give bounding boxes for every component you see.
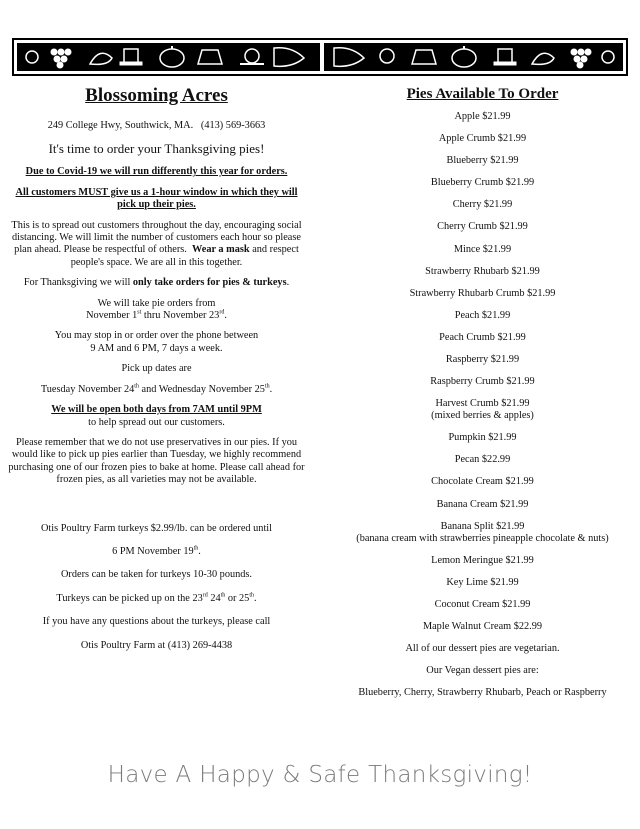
turkey-line-3: Orders can be taken for turkeys 10-30 pounds. <box>60 569 252 581</box>
open-hours: We will be open both days from 7AM until 9PM <box>51 404 262 416</box>
thru-day: thru November 23 <box>143 310 220 322</box>
turkey-line-4 <box>8 593 305 605</box>
intro-heading: It's time to order your Thanksgiving pies! <box>48 141 265 157</box>
pie-item: Blueberry $21.99 <box>446 155 519 167</box>
pie-item-banana-split <box>330 521 635 555</box>
pie-item: Key Lime $21.99 <box>446 576 519 588</box>
right-column <box>330 86 635 709</box>
end-punct: . <box>224 310 227 322</box>
policy-text-b: and respect people's space. We are all in this together. <box>70 244 299 268</box>
phone-line-2: 9 AM and 6 PM, 7 days a week. <box>90 342 223 354</box>
open-sub: to help spread out our customers. <box>88 416 225 428</box>
pie-item: Pumpkin $21.99 <box>448 432 517 444</box>
pie-item: Maple Walnut Cream $22.99 <box>422 620 543 632</box>
window-notice: All customers MUST give us a 1-hour window in which they will pick up their pies. <box>15 186 298 211</box>
pie-list-a <box>330 111 635 398</box>
turkey-line-2 <box>8 546 305 558</box>
pickup-end: . <box>269 383 273 395</box>
turkey-mid-1: 24 <box>207 592 221 604</box>
turkey-pickup-end: . <box>254 592 257 604</box>
split-note: (banana cream with strawberries pineapple chocolate & nuts) <box>356 532 609 544</box>
pie-item: Blueberry Crumb $21.99 <box>430 177 535 189</box>
pie-item: Peach Crumb $21.99 <box>439 331 526 343</box>
start-day: November 1 <box>86 310 138 322</box>
turkey-deadline-end: . <box>198 545 201 557</box>
pie-item: Mince $21.99 <box>453 243 512 255</box>
phone-line-1: You may stop in or order over the phone between <box>54 330 259 342</box>
pie-item: Strawberry Rhubarb $21.99 <box>425 265 540 277</box>
pie-list-c <box>330 555 635 643</box>
turkey-sup-1: rd <box>202 592 208 599</box>
turkey-line-5: If you have any questions about the turkeys, please call <box>42 616 271 628</box>
split-label: Banana Split $21.99 <box>440 520 525 532</box>
pie-item: Apple $21.99 <box>454 111 511 122</box>
pie-item-harvest <box>330 398 635 432</box>
pie-order-dates <box>8 298 305 323</box>
open-hours-block <box>8 404 305 429</box>
harvest-border-banner <box>12 38 628 76</box>
pie-item: Cherry $21.99 <box>452 199 513 211</box>
pickup-label: Pick up dates are <box>121 363 192 375</box>
orders-lead: For Thanksgiving we will <box>23 277 131 289</box>
pie-item: Lemon Meringue $21.99 <box>431 554 534 566</box>
harvest-note: (mixed berries & apples) <box>431 410 534 422</box>
left-column <box>8 86 305 660</box>
preservatives-paragraph: Please remember that we do not use preservatives in our pies. If you would like to pick up pies earlier than Tuesday, we highly recommend purchasing one of our frozen pies to bake at home. Please call ahead for frozen pies, as all varieties may not be available. <box>8 436 305 486</box>
pies-title: Pies Available To Order <box>406 86 559 102</box>
turkey-pickup-pre: Turkeys can be picked up on the 23 <box>56 592 203 604</box>
turkey-line-6: Otis Poultry Farm at (413) 269-4438 <box>80 639 233 651</box>
policy-text-a: This is to spread out customers throughout the day, encouraging social distancing. We will limit the number of customers each hour so please plan ahead. Please be respectful of others. <box>11 219 302 256</box>
vegan-label: Our Vegan dessert pies are: <box>426 665 539 677</box>
footer-message: Have A Happy & Safe Thanksgiving! <box>107 762 533 788</box>
covid-notice: Due to Covid-19 we will run differently this year for orders. <box>25 166 288 178</box>
pickup-dates <box>8 384 305 396</box>
pie-list-b <box>330 432 635 520</box>
phone-hours <box>8 330 305 355</box>
harvest-label: Harvest Crumb $21.99 <box>435 398 530 410</box>
pie-item: Cherry Crumb $21.99 <box>437 221 528 233</box>
address-text: 249 College Hwy, Southwick, MA. <box>47 120 194 131</box>
turkey-mid-2: or 25 <box>225 592 250 604</box>
orders-bold: only take orders for pies & turkeys <box>132 277 287 289</box>
pie-item: Chocolate Cream $21.99 <box>431 476 534 488</box>
pickup-mid: and Wednesday November 25 <box>141 383 265 395</box>
vegan-list: Blueberry, Cherry, Strawberry Rhubarb, Peach or Raspberry <box>358 687 607 699</box>
policy-paragraph <box>8 220 305 270</box>
pie-item: Apple Crumb $21.99 <box>438 133 527 145</box>
take-orders-line: We will take pie orders from <box>97 297 216 309</box>
turkey-sup-3: th <box>249 592 254 599</box>
start-sup: st <box>137 309 142 316</box>
orders-paragraph <box>8 277 305 289</box>
turkey-deadline-sup: th <box>193 545 199 552</box>
pie-item: Coconut Cream $21.99 <box>434 598 531 610</box>
turkey-sup-2: th <box>220 592 226 599</box>
vegetarian-note: All of our dessert pies are vegetarian. <box>405 642 560 654</box>
pie-item: Raspberry Crumb $21.99 <box>430 376 535 388</box>
farm-title: Blossoming Acres <box>85 85 228 106</box>
pickup-b-sup: th <box>264 383 270 390</box>
mask-emphasis: Wear a mask <box>192 244 250 256</box>
end-sup: rd <box>219 309 225 316</box>
pie-item: Strawberry Rhubarb Crumb $21.99 <box>409 287 556 299</box>
orders-end: . <box>286 277 290 289</box>
pie-item: Raspberry $21.99 <box>445 354 520 366</box>
pie-item: Pecan $22.99 <box>454 454 511 466</box>
pie-item: Peach $21.99 <box>454 309 511 321</box>
phone-text: (413) 569-3663 <box>200 120 266 131</box>
pie-item: Banana Cream $21.99 <box>436 498 529 510</box>
turkey-line-1: Otis Poultry Farm turkeys $2.99/lb. can be ordered until <box>40 522 273 534</box>
pickup-a-sup: th <box>134 383 139 390</box>
farm-address <box>8 120 305 132</box>
pickup-a: Tuesday November 24 <box>40 383 135 395</box>
order-range-line <box>8 310 305 322</box>
turkey-deadline: 6 PM November 19 <box>112 545 194 557</box>
